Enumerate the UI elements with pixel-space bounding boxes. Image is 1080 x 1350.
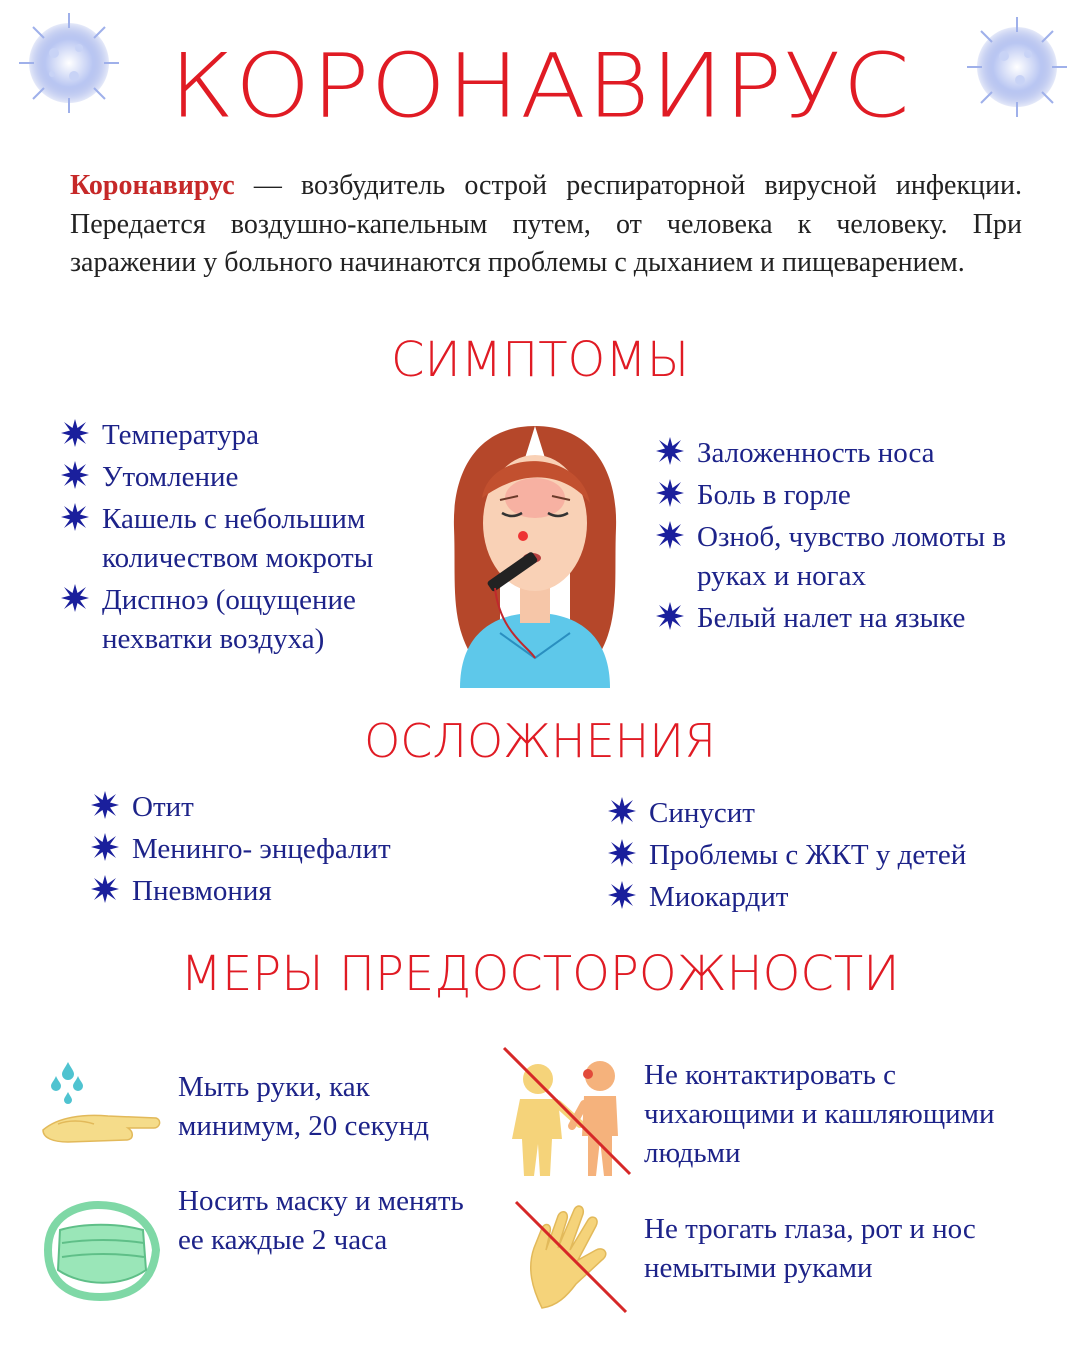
complications-heading: ОСЛОЖНЕНИЯ [364,714,716,768]
sick-girl-illustration [440,418,630,688]
star-bullet-icon [655,436,685,466]
mask-text: Носить маску и менять ее каждые 2 часа [178,1185,464,1256]
star-bullet-icon [60,418,90,448]
star-bullet-icon [655,601,685,631]
list-item [60,416,440,455]
list-item-text: Синусит [649,797,755,829]
no-contact-icon [500,1044,635,1179]
list-item-text: Миокардит [649,881,789,913]
list-item-text: Менинго- энцефалит [132,833,391,865]
list-item [90,830,510,869]
star-bullet-icon [655,478,685,508]
list-item [655,476,1065,515]
list-item-text: Проблемы с ЖКТ у детей [649,839,967,871]
mask-icon [38,1195,163,1305]
symptoms-heading: СИМПТОМЫ [390,332,690,388]
intro-paragraph [70,167,1022,283]
list-item [90,788,510,827]
star-bullet-icon [60,583,90,613]
list-item-text: Заложенность носа [697,437,935,469]
star-bullet-icon [90,832,120,862]
symptoms-left-list [60,416,440,662]
list-item [90,872,510,911]
star-bullet-icon [607,796,637,826]
list-item [655,434,1065,473]
star-bullet-icon [607,838,637,868]
list-item-text: Боль в горле [697,479,851,511]
list-item [655,599,1065,638]
no-touch-text: Не трогать глаза, рот и нос немытыми руками [644,1213,976,1284]
star-bullet-icon [60,460,90,490]
complications-left-list [90,788,510,914]
star-bullet-icon [90,790,120,820]
list-item-text: Пневмония [132,875,272,907]
list-item [607,836,1047,875]
list-item [607,878,1047,917]
list-item [60,500,440,578]
star-bullet-icon [655,520,685,550]
list-item [60,581,440,659]
page-title: КОРОНАВИРУС [169,34,911,138]
star-bullet-icon [90,874,120,904]
list-item-text: Кашель с небольшим количеством мокроты [102,503,374,574]
list-item-text: Отит [132,791,194,823]
hand-wash-icon [38,1062,163,1152]
list-item-text: Озноб, чувство ломоты в руках и ногах [697,521,1007,592]
star-bullet-icon [60,502,90,532]
no-touch-face-icon [512,1198,630,1316]
precautions-heading: МЕРЫ ПРЕДОСТОРОЖНОСТИ [180,946,900,1002]
list-item [607,794,1047,833]
list-item [60,458,440,497]
list-item [655,518,1065,596]
no-contact-text: Не контактировать с чихающими и кашляющими людьми [644,1059,995,1169]
list-item-text: Диспноэ (ощущение нехватки воздуха) [102,584,356,655]
symptoms-right-list [655,434,1065,641]
list-item-text: Утомление [102,461,239,493]
list-item-text: Температура [102,419,260,451]
wash-hands-text: Мыть руки, как минимум, 20 секунд [178,1071,430,1142]
intro-text: — возбудитель острой респираторной вирусной инфекции. Передается воздушно-капельным путем, от человека к человеку. При заражении у больного начинаются проблемы с дыханием и пищеварением. [70,170,1022,278]
complications-right-list [607,794,1047,920]
intro-term: Коронавирус [70,170,235,201]
star-bullet-icon [607,880,637,910]
list-item-text: Белый налет на языке [697,602,966,634]
